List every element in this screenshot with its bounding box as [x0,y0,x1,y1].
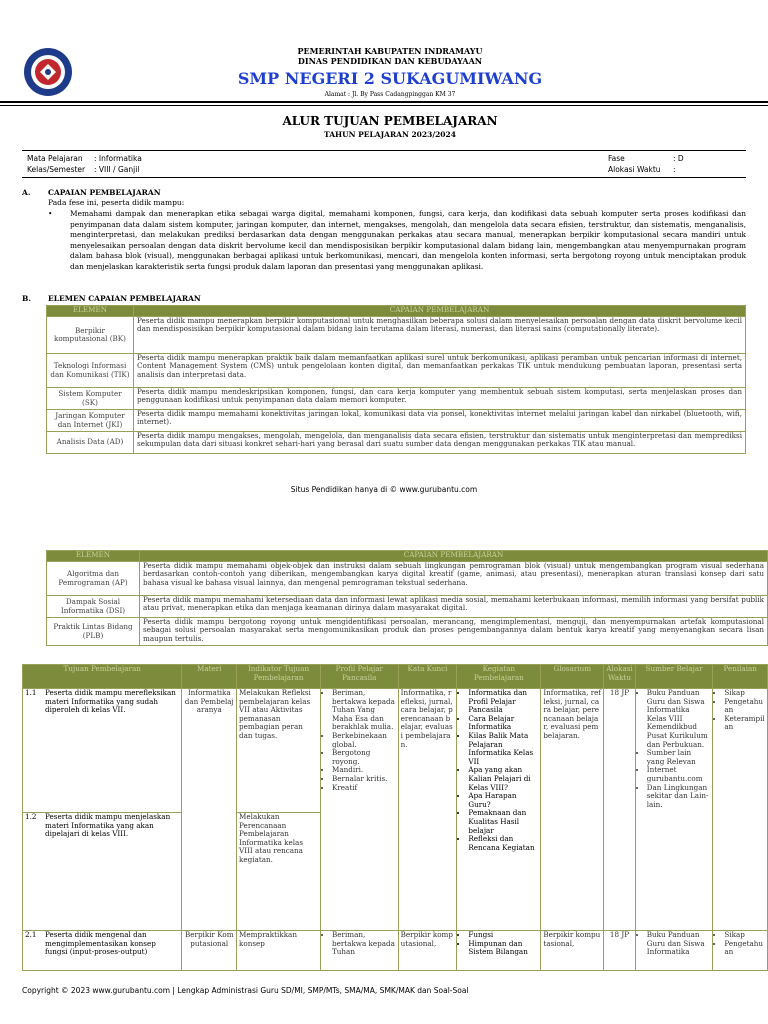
tp-cell [23,931,182,971]
phase-value: : D [673,154,684,163]
tp-text: Peserta didik mengenal dan mengimplementasikan konsep fungsi (input-proses-output) [45,930,156,957]
gov-line: PEMERINTAH KABUPATEN INDRAMAYU [297,46,483,56]
element-table-2 [46,550,768,646]
list-item: • Refleksi dan Rencana Kegiatan [468,835,538,852]
alokasi-cell: 18 JP [604,931,635,971]
tp-table [22,664,768,971]
elemen-cell: Analisis Data (AD) [47,432,134,454]
list-item: • Sikap [724,689,765,698]
kegiatan-cell [457,931,541,971]
list-item: • Dan Lingkungan sekitar dan Lain-lain. [647,784,711,810]
indikator-cell [237,689,321,931]
elemen-cell: Berpikir komputasional (BK) [47,317,134,354]
glosarium-cell: Berpikir komputasional, [541,931,604,971]
list-item: • Kilas Balik Mata Pelajaran Informatika Kelas VII [468,732,538,766]
list-item: • Beriman, bertakwa kepada Tuhan Yang Maha Esa dan berakhlak mulia. [332,689,396,732]
elemen-cell: Praktik Lintas Bidang (PLB) [47,618,140,646]
cp-cell: Peserta didik mampu bergotong royong untuk mengidentifikasi persoalan, merancang, mengimplementasi, menguji, dan menyempurnakan artefak komputasional sebagai solusi persoalan masyarakat serta mengomunikasikan produk dan proses pengembangannya dalam bentuk karya kreatif yang menyenangkan secara lisan maupun tertulis. [140,618,768,646]
th-glosarium: Glosarium [541,665,604,689]
class-value: : VIII / Ganjil [94,165,140,174]
indikator-text: Melakukan Refleksi pembelajaran kelas VII atau Aktivitas pemanasan pembagian peran dan tugas. [237,689,320,813]
table-row [47,432,746,454]
list-item: • Sikap [724,931,765,940]
cp-cell: Peserta didik mampu menerapkan praktik baik dalam memanfaatkan aplikasi surel untuk berkomunikasi, aplikasi peramban untuk pencarian informasi di internet, Content Management System (CMS) untuk pengelolaan konten digital, dan memanfaatkan perkakas TIK untuk mendukung pembuatan laporan, presentasi serta analisis dan interpretasi data. [134,354,746,388]
sumber-list [638,689,711,809]
table-row [47,596,768,618]
list-item: • Internet gurubantu.com [647,766,711,783]
list-item: • Fungsi [468,931,538,940]
tp-text: Peserta didik mampu menjelaskan materi Informatika yang akan dipelajari di kelas VIII. [45,812,171,839]
col-elemen: ELEMEN [47,551,140,562]
list-item: • Pengetahuan [724,940,765,957]
list-item: • Bernalar kritis. [332,775,396,784]
school-address: Alamat : Jl. By Pass Cadangpinggan KM 37 [324,91,456,98]
list-item: • Himpunan dan Sistem Bilangan [468,940,538,957]
meta-box [22,150,746,178]
tp-number: 2.1 [25,930,37,939]
th-profil: Profil Pelajar Pancasila [320,665,398,689]
cp-cell: Peserta didik mampu memahami objek-objek dan instruksi dalam sebuah lingkungan pemrograman blok (visual) untuk mengembangkan program visual sederhana berdasarkan contoh-contoh yang diberikan, mengembangkan karya digital kreatif (game, animasi, atau presentasi), menerapkan aturan translasi konsep dari satu bahasa visual ke bahasa visual lainnya, dan mengenal pemrograman tekstual sederhana. [140,562,768,596]
cp-cell: Peserta didik mampu mengakses, mengolah, mengelola, dan menganalisis data secara efisien, terstruktur dan sistematis untuk menginterpretasi dan memprediksi sekumpulan data dari situasi konkret sehari-hari yang berasal dari suatu sumber data dengan menggunakan perkakas TIK atau manual. [134,432,746,454]
table-row [23,931,768,971]
subject-label: Mata Pelajaran [27,154,83,163]
th-alokasi: Alokasi Waktu [604,665,635,689]
list-item: • Berkebinekaan global. [332,732,396,749]
tp-cell [23,689,182,931]
indikator-text: Melakukan Perencanaan Pembelajaran Informatika kelas VIII atau rencana kegiatan. [239,812,304,864]
profil-cell [320,931,398,971]
list-item: • Apa yang akan Kalian Pelajari di Kelas VIII? [468,766,538,792]
list-item: • Pengetahuan [724,698,765,715]
section-b-title: ELEMEN CAPAIAN PEMBELAJARAN [48,294,201,303]
indikator-cell: Mempraktikkan konsep [237,931,321,971]
table-row [47,562,768,596]
section-b-letter: B. [22,294,31,303]
tp-number: 1.1 [25,688,37,697]
materi-cell: Berpikir Komputasional [182,931,237,971]
profil-cell [320,689,398,931]
school-name: SMP NEGERI 2 SUKAGUMIWANG [237,69,543,88]
materi-cell: Informatika dan Pembelajaranya [182,689,237,931]
tp-number: 1.2 [25,812,37,821]
list-item: • Bergotong royong. [332,749,396,766]
sumber-cell [635,689,713,931]
site-note: Situs Pendidikan hanya di © www.gurubantu.com [290,485,478,494]
list-item: • Buku Panduan Guru dan Siswa Informatika Kelas VIII Kemendikbud Pusat Kurikulum dan Perbukuan. [647,689,711,749]
footer-copyright: Copyright © 2023 www.gurubantu.com | Lengkap Administrasi Guru SD/MI, SMP/MTs, SMA/MA, SMK/MAK dan Soal-Soal [22,986,469,995]
time-label: Alokasi Waktu [608,165,661,174]
table-header-row [47,551,768,562]
penilaian-list [715,689,765,732]
cp-cell: Peserta didik mampu mendeskripsikan komponen, fungsi, dan cara kerja komputer yang membentuk sebuah sistem komputasi, serta menjelaskan proses dan penggunaan kodifikasi untuk penyimpanan data dalam memori komputer. [134,388,746,410]
list-item: • Mandiri. [332,766,396,775]
time-value: : [673,165,676,174]
table-row [47,354,746,388]
phase-label: Fase [608,154,625,163]
elemen-cell: Teknologi Informasi dan Komunikasi (TIK) [47,354,134,388]
table-row [47,410,746,432]
section-a-intro: Pada fese ini, peserta didik mampu: [48,198,185,207]
dept-line: DINAS PENDIDIKAN DAN KEBUDAYAAN [297,56,483,66]
kata-kunci-cell: Informatika, refleksi, jurnal, cara belajar, perencanaan belajar, evaluasi pembelajaran. [398,689,457,931]
th-kegiatan: Kegiatan Pembelajaran [457,665,541,689]
cp-cell: Peserta didik mampu memahami konektivitas jaringan lokal, komunikasi data via ponsel, konektivitas internet melalui jaringan kabel dan nirkabel (bluetooth, wifi, internet). [134,410,746,432]
elemen-cell: Dampak Sosial Informatika (DSI) [47,596,140,618]
list-item: • Apa Harapan Guru? [468,792,538,809]
col-elemen: ELEMEN [47,306,134,317]
penilaian-cell [713,689,768,931]
school-logo [22,46,74,98]
table-header-row [47,306,746,317]
section-a-title: CAPAIAN PEMBELAJARAN [48,188,161,197]
col-cp: CAPAIAN PEMBELAJARAN [134,306,746,317]
list-item: • Pemaknaan dan Kualitas Hasil belajar [468,809,538,835]
kegiatan-list [459,689,538,852]
th-sumber: Sumber Belajar [635,665,713,689]
list-item: • Beriman, bertakwa kepada Tuhan [332,931,396,957]
list-item: • Informatika dan Profil Pelajar Pancasila [468,689,538,715]
elemen-cell: Algoritma dan Pemrograman (AP) [47,562,140,596]
element-table [46,305,746,454]
class-label: Kelas/Semester [27,165,86,174]
profil-list [323,689,396,792]
section-a-letter: A. [22,188,31,197]
table-row [47,317,746,354]
table-row [23,689,768,931]
th-penilaian: Penilaian [713,665,768,689]
tp-text: Peserta didik mampu merefleksikan materi Informatika yang sudah diperoleh di kelas VII. [45,688,176,715]
doc-title: ALUR TUJUAN PEMBELAJARAN [282,114,498,128]
sumber-cell [635,931,713,971]
alokasi-cell: 18 JP [604,689,635,931]
cp-cell: Peserta didik mampu menerapkan berpikir komputasional untuk menghasilkan beberapa solusi dalam menyelesaikan persoalan dengan data diskrit bervolume kecil dan mendisposisikan berpikir komputasional dalam bidang lain terutama dalam literasi, numerasi, dan literasi sains (computationally literate). [134,317,746,354]
doc-year: TAHUN PELAJARAN 2023/2024 [324,130,456,139]
list-item: • Kreatif [332,784,396,793]
th-tujuan: Tujuan Pembelajaran [23,665,182,689]
subject-value: : Informatika [94,154,142,163]
col-cp: CAPAIAN PEMBELAJARAN [140,551,768,562]
penilaian-cell [713,931,768,971]
th-kata-kunci: Kata Kunci [398,665,457,689]
table-row [47,618,768,646]
th-materi: Materi [182,665,237,689]
list-item: • Sumber lain yang Relevan [647,749,711,766]
bullet-dot: • [48,209,53,218]
section-a-text: Memahami dampak dan menerapkan etika sebagai warga digital, memahami komponen, fungsi, cara kerja, dan kodifikasi data sebuah komputer serta proses kodifikasi dan penyimpanan data dalam sistem komputer, jaringan komputer, dan internet, mengakses, mengolah, dan mengelola data secara efisien, terstruktur, dan sistematis, menganalisis, menginterpretasi, dan melakukan prediksi berdasarkan data dengan menggunakan perkakas atau secara manual, menerapkan berpikir komputasional secara mandiri untuk menyelesaikan persoalan dengan data diskrit bervolume kecil dan mendisposisikan berpikir komputasional dalam bidang lain, mengembangkan atau menyempurnakan program dalam bahasa blok (visual), menggunakan berbagai aplikasi untuk berkomunikasi, mencari, dan mengelola konten informasi, serta bergotong royong untuk menciptakan produk dan menjelaskan karakteristik serta fungsi produk dalam laporan dan presentasi yang menggunakan aplikasi. [70,209,746,271]
glosarium-cell: Informatika, refleksi, jurnal, cara belajar, perencanaan belajar, evaluasi pembelajaran. [541,689,604,931]
list-item: • Buku Panduan Guru dan Siswa Informatika [647,931,711,957]
elemen-cell: Jaringan Komputer dan Internet (JKI) [47,410,134,432]
header-rule [0,101,768,106]
cp-cell: Peserta didik mampu memahami ketersediaan data dan informasi lewat aplikasi media sosial, memahami keterbukaan informasi, memilih informasi yang bersifat publik atau privat, menerapkan etika dan menjaga keamanan dirinya dalam masyarakat digital. [140,596,768,618]
tp-header-row [23,665,768,689]
kata-kunci-cell: Berpikir komputasional, [398,931,457,971]
elemen-cell: Sistem Komputer (SK) [47,388,134,410]
kegiatan-cell [457,689,541,931]
th-indikator: Indikator Tujuan Pembelajaran [237,665,321,689]
list-item: • Cara Belajar Informatika [468,715,538,732]
table-row [47,388,746,410]
list-item: • Keterampilan [724,715,765,732]
